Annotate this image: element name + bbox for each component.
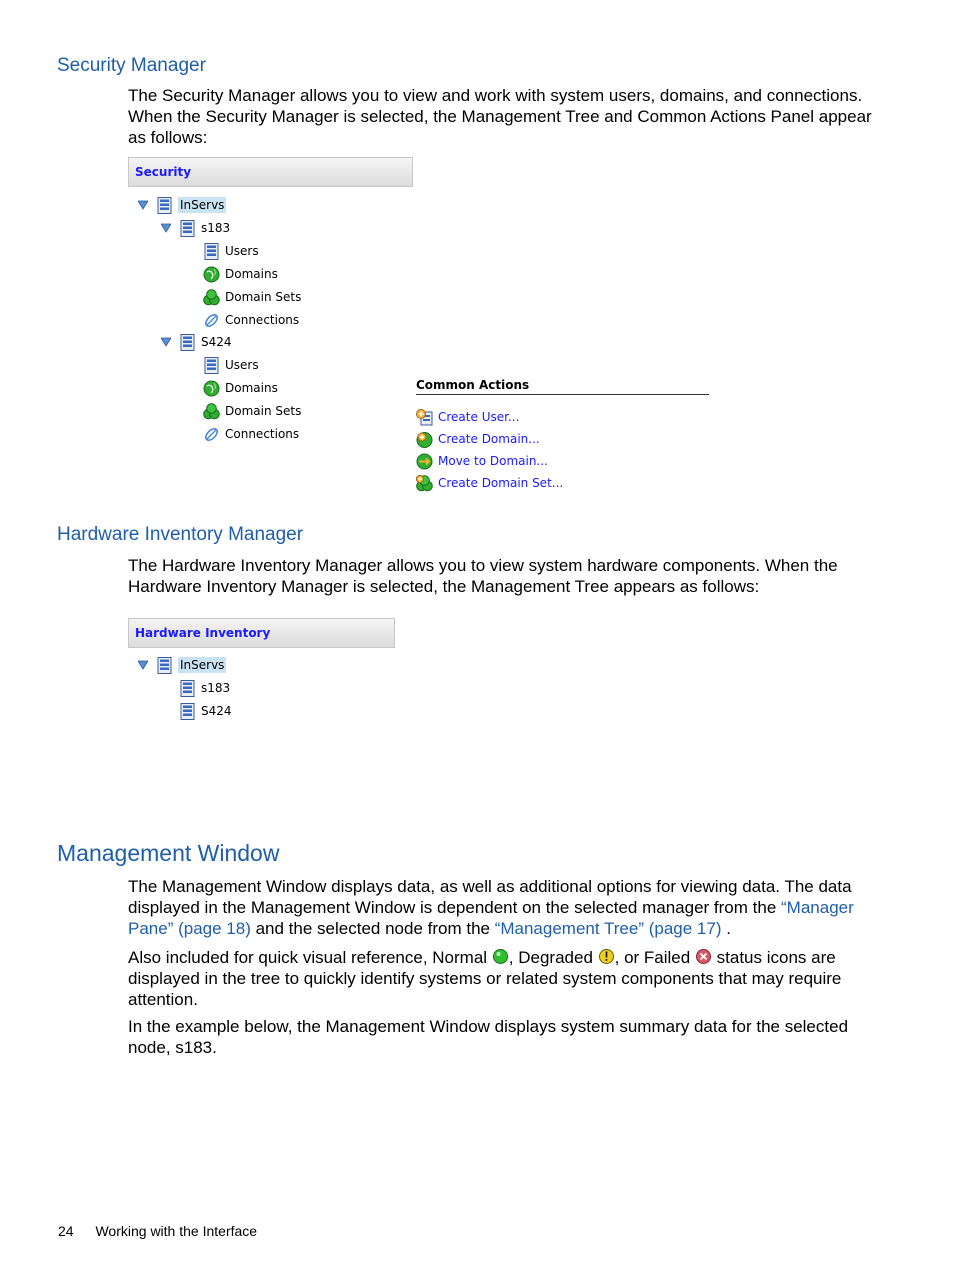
connection-link-icon <box>203 312 220 329</box>
tree-item-connections[interactable] <box>203 310 299 330</box>
tree-item-users[interactable] <box>203 241 259 261</box>
management-window-paragraph-3: In the example below, the Management Window displays system summary data for the selected node, s183. <box>128 1017 849 1057</box>
management-window-paragraph-1 <box>128 876 873 939</box>
server-icon <box>179 703 196 720</box>
page-number: 24 <box>58 1223 74 1239</box>
action-label[interactable]: Create Domain... <box>438 432 540 446</box>
status-failed-icon <box>695 948 712 965</box>
tree-item-label: InServs <box>180 658 225 672</box>
hardware-inventory-panel-header: Hardware Inventory <box>128 618 395 648</box>
server-icon <box>179 334 196 351</box>
tree-item-domains[interactable] <box>203 264 278 284</box>
section-heading-hardware-inventory-manager: Hardware Inventory Manager <box>57 524 304 545</box>
tree-item-s424[interactable] <box>161 332 232 352</box>
action-label[interactable]: Create User... <box>438 410 520 424</box>
paragraph-text: Also included for quick visual reference, Normal <box>128 948 492 967</box>
tree-item-s183[interactable] <box>179 678 230 698</box>
tree-item-inservs[interactable] <box>138 655 226 675</box>
tree-item-connections[interactable] <box>203 424 299 444</box>
section-heading-security-manager: Security Manager <box>57 55 206 76</box>
tree-item-users[interactable] <box>203 355 259 375</box>
action-create-domain-set[interactable] <box>416 473 563 493</box>
create-domain-set-icon <box>416 475 433 492</box>
management-tree-link[interactable]: “Management Tree” (page 17) <box>494 919 722 938</box>
status-degraded-icon <box>598 948 615 965</box>
tree-item-label: Connections <box>225 427 300 441</box>
action-move-to-domain[interactable] <box>416 451 548 471</box>
paragraph-text: , Degraded <box>508 948 598 967</box>
tree-item-label: Domains <box>225 267 278 281</box>
expand-toggle-icon[interactable] <box>138 200 148 210</box>
tree-item-s183[interactable] <box>161 218 230 238</box>
server-icon <box>156 197 173 214</box>
server-icon <box>156 657 173 674</box>
management-window-paragraph-2 <box>128 947 873 1010</box>
common-actions-title: Common Actions <box>416 378 709 395</box>
tree-item-label: Users <box>225 358 259 372</box>
paragraph-text: The Management Window displays data, as well as additional options for viewing data. The data displayed in the Management Window is dependent on the selected manager from the <box>128 877 852 917</box>
domain-sets-icon <box>203 289 220 306</box>
server-icon <box>179 220 196 237</box>
hardware-inventory-paragraph: The Hardware Inventory Manager allows you to view system hardware components. When the Hardware Inventory Manager is selected, the Management Tree appears as follows: <box>128 556 838 596</box>
domain-sets-icon <box>203 403 220 420</box>
tree-item-label: Domains <box>225 381 278 395</box>
expand-toggle-icon[interactable] <box>161 337 171 347</box>
status-normal-icon <box>492 948 509 965</box>
action-label[interactable]: Move to Domain... <box>438 454 548 468</box>
move-to-domain-icon <box>416 453 433 470</box>
tree-item-domain-sets[interactable] <box>203 401 301 421</box>
domain-globe-icon <box>203 266 220 283</box>
paragraph-text: status icons are displayed in the tree to quickly identify systems or related system components that may require attention. <box>128 948 842 1009</box>
action-create-user[interactable] <box>416 407 519 427</box>
tree-item-label: S424 <box>201 335 232 349</box>
tree-item-label: Domain Sets <box>225 290 302 304</box>
action-create-domain[interactable] <box>416 429 540 449</box>
page-footer <box>58 1223 257 1239</box>
users-icon <box>203 243 220 260</box>
security-panel-header: Security <box>128 157 413 187</box>
expand-toggle-icon[interactable] <box>161 223 171 233</box>
create-user-icon <box>416 409 433 426</box>
manager-pane-link[interactable]: “Manager Pane” (page 18) <box>128 898 854 938</box>
tree-item-label: Connections <box>225 313 300 327</box>
domain-globe-icon <box>203 380 220 397</box>
expand-toggle-icon[interactable] <box>138 660 148 670</box>
users-icon <box>203 357 220 374</box>
tree-item-label: s183 <box>201 681 231 695</box>
footer-section-title: Working with the Interface <box>95 1223 258 1239</box>
paragraph-text: , or Failed <box>614 948 695 967</box>
paragraph-text: and the selected node from the <box>250 919 495 938</box>
tree-item-label: s183 <box>201 221 231 235</box>
tree-item-label: Users <box>225 244 259 258</box>
action-label[interactable]: Create Domain Set... <box>438 476 564 490</box>
server-icon <box>179 680 196 697</box>
tree-item-label: InServs <box>180 198 225 212</box>
section-heading-management-window: Management Window <box>57 840 280 866</box>
tree-item-inservs[interactable] <box>138 195 226 215</box>
paragraph-text: . <box>721 919 731 938</box>
create-domain-icon <box>416 431 433 448</box>
tree-item-label: Domain Sets <box>225 404 302 418</box>
security-manager-paragraph: The Security Manager allows you to view and work with system users, domains, and connections. When the Security Manager is selected, the Management Tree and Common Actions Panel appear as follows: <box>128 86 872 147</box>
tree-item-s424[interactable] <box>179 701 232 721</box>
tree-item-domain-sets[interactable] <box>203 287 301 307</box>
tree-item-domains[interactable] <box>203 378 278 398</box>
tree-item-label: S424 <box>201 704 232 718</box>
connection-link-icon <box>203 426 220 443</box>
